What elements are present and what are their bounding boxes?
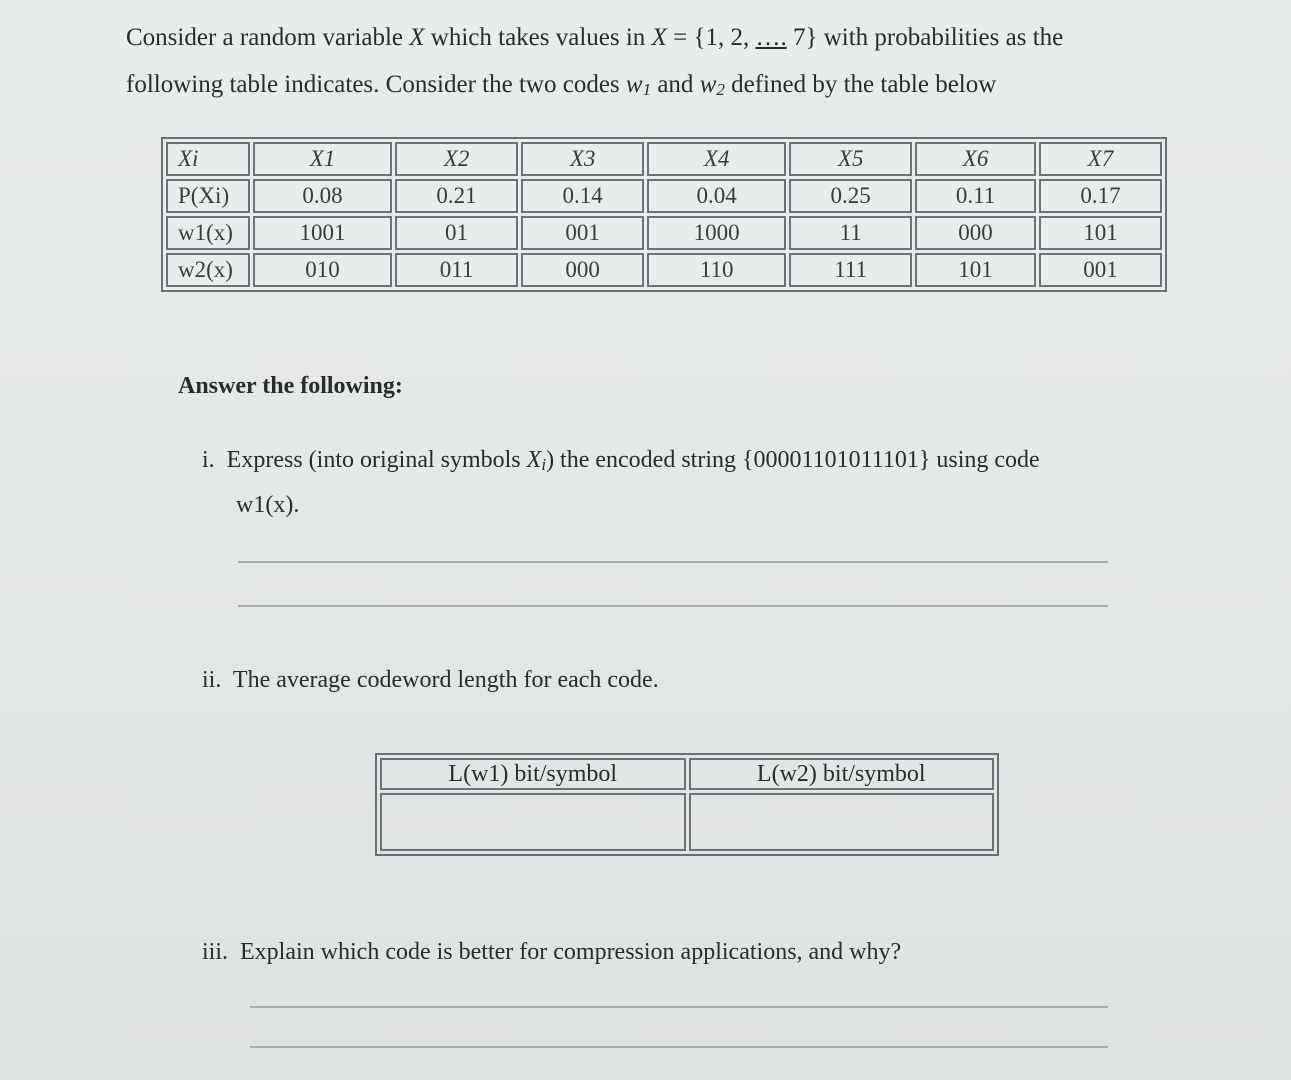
- table-cell: 001: [521, 216, 644, 250]
- table-row: [166, 216, 1162, 250]
- table-cell: 0.17: [1039, 179, 1162, 213]
- table-cell: X3: [521, 142, 644, 176]
- question-3-number: iii.: [202, 939, 229, 965]
- table-cell: X7: [1039, 142, 1162, 176]
- answer-line[interactable]: [250, 1046, 1108, 1048]
- row-label: Xi: [166, 142, 250, 176]
- table-cell: 1001: [253, 216, 392, 250]
- question-1: [202, 440, 1132, 525]
- table-cell: 0.14: [521, 179, 644, 213]
- table-cell: X1: [253, 142, 392, 176]
- length-w2-header: L(w2) bit/symbol: [689, 758, 995, 790]
- question-3: [202, 932, 901, 972]
- length-w1-header: L(w1) bit/symbol: [380, 758, 686, 790]
- answer-heading: Answer the following:: [178, 373, 403, 399]
- intro-text: defined by the table below: [724, 71, 997, 98]
- row-label: w1(x): [166, 216, 250, 250]
- table-cell: 011: [395, 253, 518, 287]
- symbol-x-sub: i: [541, 455, 547, 474]
- table-cell: 000: [915, 216, 1036, 250]
- intro-text: and: [651, 71, 700, 98]
- question-2-text: The average codeword length for each code.: [232, 667, 659, 693]
- table-cell: X5: [789, 142, 912, 176]
- table-cell: 0.21: [395, 179, 518, 213]
- code-w2-sub: 2: [716, 80, 725, 99]
- table-cell: 0.25: [789, 179, 912, 213]
- table-cell: 111: [789, 253, 912, 287]
- table-cell: 001: [1039, 253, 1162, 287]
- table-cell: 110: [647, 253, 786, 287]
- intro-line-1: [126, 14, 1146, 61]
- question-2-number: ii.: [202, 667, 222, 693]
- question-1-continuation: w1(x).: [236, 492, 300, 518]
- table-cell: 101: [915, 253, 1036, 287]
- table-cell: 000: [521, 253, 644, 287]
- table-cell: X4: [647, 142, 786, 176]
- symbol-x: X: [526, 447, 542, 473]
- question-1-text: Express (into original symbols: [226, 447, 527, 473]
- intro-paragraph: [126, 14, 1146, 113]
- code-w1: w: [625, 71, 643, 98]
- table-row: [166, 142, 1162, 176]
- intro-text: which takes values in: [424, 24, 652, 51]
- table-cell: X2: [395, 142, 518, 176]
- table-cell: 0.08: [253, 179, 392, 213]
- probability-code-table: [161, 137, 1167, 292]
- answer-line[interactable]: [250, 1006, 1108, 1008]
- table-cell: 010: [253, 253, 392, 287]
- row-label: P(Xi): [166, 179, 250, 213]
- intro-text: 7} with probabilities as the: [786, 24, 1064, 51]
- set-x: X: [651, 24, 667, 51]
- table-cell: 1000: [647, 216, 786, 250]
- table-cell: 01: [395, 216, 518, 250]
- table-cell: 0.11: [915, 179, 1036, 213]
- code-w2: w: [699, 71, 717, 98]
- row-label: w2(x): [166, 253, 250, 287]
- table-cell: 101: [1039, 216, 1162, 250]
- intro-text: following table indicates. Consider the two codes: [126, 71, 626, 98]
- table-row: [166, 179, 1162, 213]
- table-cell: 11: [789, 216, 912, 250]
- question-1-text: ) the encoded string {00001101011101} using code: [546, 447, 1040, 473]
- question-2: [202, 660, 659, 700]
- code-w1-sub: 1: [642, 80, 652, 99]
- question-3-text: Explain which code is better for compression applications, and why?: [240, 939, 902, 965]
- answer-line[interactable]: [238, 605, 1108, 607]
- table-row: [166, 253, 1162, 287]
- intro-text: Consider a random variable: [126, 24, 410, 51]
- codeword-length-table: [375, 753, 999, 856]
- var-x: X: [409, 24, 425, 51]
- length-w2-answer-cell[interactable]: [689, 793, 995, 851]
- table-cell: 0.04: [647, 179, 786, 213]
- intro-text: = {1, 2,: [666, 24, 756, 51]
- ellipsis: ….: [755, 24, 787, 51]
- question-1-number: i.: [202, 447, 215, 473]
- length-w1-answer-cell[interactable]: [380, 793, 686, 851]
- table-cell: X6: [915, 142, 1036, 176]
- answer-line[interactable]: [238, 561, 1108, 563]
- intro-line-2: [126, 61, 1146, 113]
